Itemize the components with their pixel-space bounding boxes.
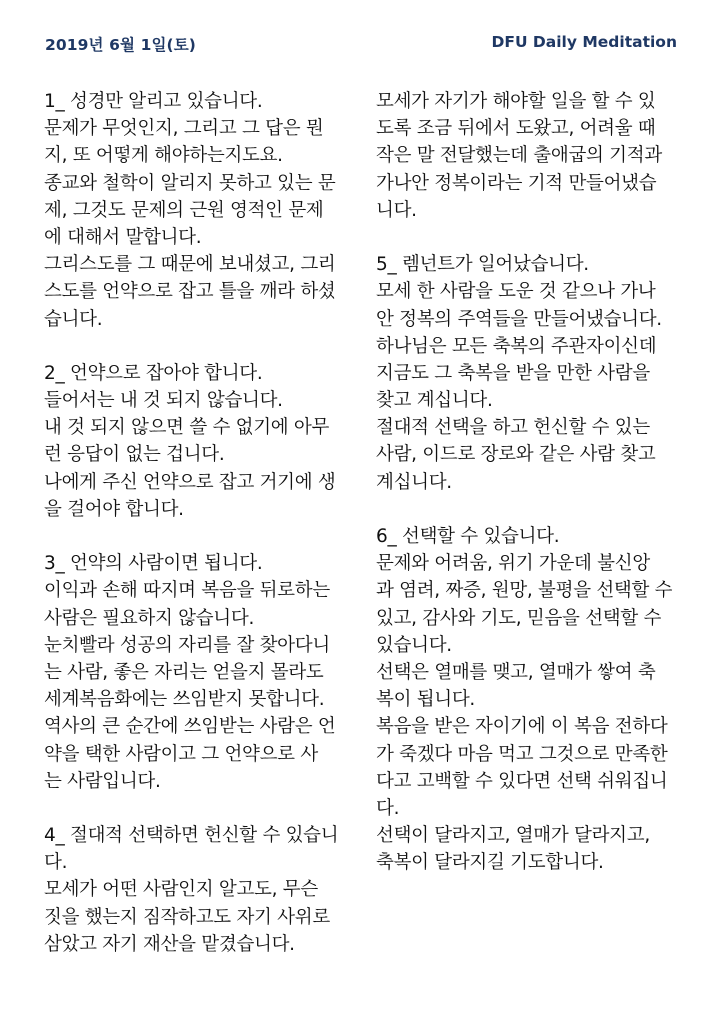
text-line: 찾고 계십니다. (376, 390, 493, 412)
text-line: 스도를 언약으로 잡고 틀을 깨라 하셨 (44, 281, 336, 303)
text-line: 가 죽겠다 마음 먹고 그것으로 만족한 (376, 743, 668, 765)
text-line: 을 걸어야 합니다. (44, 498, 184, 520)
text-line: 모세 한 사람을 도운 것 같으나 가나 (376, 281, 656, 303)
text-line: 있고, 감사와 기도, 믿음을 선택할 수 (376, 607, 662, 629)
text-line: 복이 됩니다. (376, 689, 476, 711)
text-line: 가나안 정복이라는 기적 만들어냈습 (376, 172, 657, 194)
text-line: 다. (376, 797, 400, 819)
text-line: 작은 말 전달했는데 출애굽의 기적과 (376, 145, 662, 167)
text-line: 다고 고백할 수 있다면 선택 쉬워집니 (376, 770, 668, 792)
text-line: 도록 조금 뒤에서 도왔고, 어려울 때 (376, 118, 656, 140)
text-line: 사람, 이드로 장로와 같은 사람 찾고 (376, 444, 656, 466)
text-line: 습니다. (44, 308, 103, 330)
text-line: 종교와 철학이 알리지 못하고 있는 문 (44, 172, 336, 194)
text-line: 니다. (376, 199, 417, 221)
text-line: 그리스도를 그 때문에 보내셨고, 그리 (44, 254, 336, 276)
text-line: 지금도 그 축복을 받을 만한 사람을 (376, 362, 650, 384)
meditation-section (44, 550, 350, 795)
meditation-date: 2019년 6월 1일(토) (45, 36, 196, 54)
text-line: 과 염려, 짜증, 원망, 불평을 선택할 수 (376, 580, 673, 602)
publication-title: DFU Daily Meditation (491, 33, 677, 51)
text-line: 복음을 받은 자이기에 이 복음 전하다 (376, 716, 668, 738)
text-line: 계십니다. (376, 471, 452, 493)
text-line: 역사의 큰 순간에 쓰임받는 사람은 언 (44, 716, 336, 738)
text-line: 세계복음화에는 쓰임받지 못합니다. (44, 689, 325, 711)
left-column (44, 88, 350, 985)
text-line: 짓을 했는지 짐작하고도 자기 사위로 (44, 906, 330, 928)
text-line: 눈치빨라 성공의 자리를 잘 찾아다니 (44, 634, 330, 656)
text-line: 문제와 어려움, 위기 가운데 불신앙 (376, 553, 650, 575)
text-line: 4_ 절대적 선택하면 헌신할 수 있습니 (44, 825, 339, 847)
text-line: 약을 택한 사람이고 그 언약으로 사 (44, 743, 318, 765)
text-line: 제, 그것도 문제의 근원 영적인 문제 (44, 199, 324, 221)
text-line: 사람은 필요하지 않습니다. (44, 607, 255, 629)
text-line: 에 대해서 말합니다. (44, 226, 202, 248)
text-line: 6_ 선택할 수 있습니다. (376, 526, 560, 547)
text-line: 지, 또 어떻게 해야하는지도요. (44, 145, 283, 167)
meditation-section (44, 88, 350, 333)
text-line: 절대적 선택을 하고 헌신할 수 있는 (376, 417, 650, 439)
meditation-section (44, 822, 350, 958)
text-line: 문제가 무엇인지, 그리고 그 답은 뭔 (44, 118, 324, 140)
text-line: 다. (44, 852, 68, 874)
text-line: 있습니다. (376, 634, 452, 656)
text-line: 선택이 달라지고, 열매가 달라지고, (376, 825, 650, 847)
text-line: 나에게 주신 언약으로 잡고 거기에 생 (44, 471, 336, 493)
text-line: 이익과 손해 따지며 복음을 뒤로하는 (44, 580, 330, 602)
meditation-section (376, 523, 682, 876)
meditation-section (376, 251, 682, 496)
text-line: 2_ 언약으로 잡아야 합니다. (44, 362, 263, 384)
text-line: 3_ 언약의 사람이면 됩니다. (44, 553, 263, 575)
text-line: 모세가 자기가 해야할 일을 할 수 있 (376, 91, 656, 112)
text-line: 안 정복의 주역들을 만들어냈습니다. (376, 308, 662, 330)
text-line: 하나님은 모든 축복의 주관자이신데 (376, 335, 657, 357)
text-line: 들어서는 내 것 되지 않습니다. (44, 390, 283, 412)
text-line: 축복이 달라지길 기도합니다. (376, 852, 604, 874)
text-line: 모세가 어떤 사람인지 알고도, 무슨 (44, 879, 318, 901)
text-line: 선택은 열매를 맺고, 열매가 쌓여 축 (376, 661, 656, 683)
meditation-section (376, 88, 682, 224)
meditation-section (44, 360, 350, 523)
right-column (376, 88, 682, 904)
text-line: 런 응답이 없는 겁니다. (44, 444, 225, 466)
text-line: 삼았고 자기 재산을 맡겼습니다. (44, 933, 295, 955)
text-line: 5_ 렘넌트가 일어났습니다. (376, 254, 589, 276)
text-line: 1_ 성경만 알리고 있습니다. (44, 91, 263, 112)
text-line: 는 사람입니다. (44, 770, 161, 792)
text-line: 내 것 되지 않으면 쓸 수 없기에 아무 (44, 417, 330, 439)
text-line: 는 사람, 좋은 자리는 얻을지 몰라도 (44, 661, 324, 683)
